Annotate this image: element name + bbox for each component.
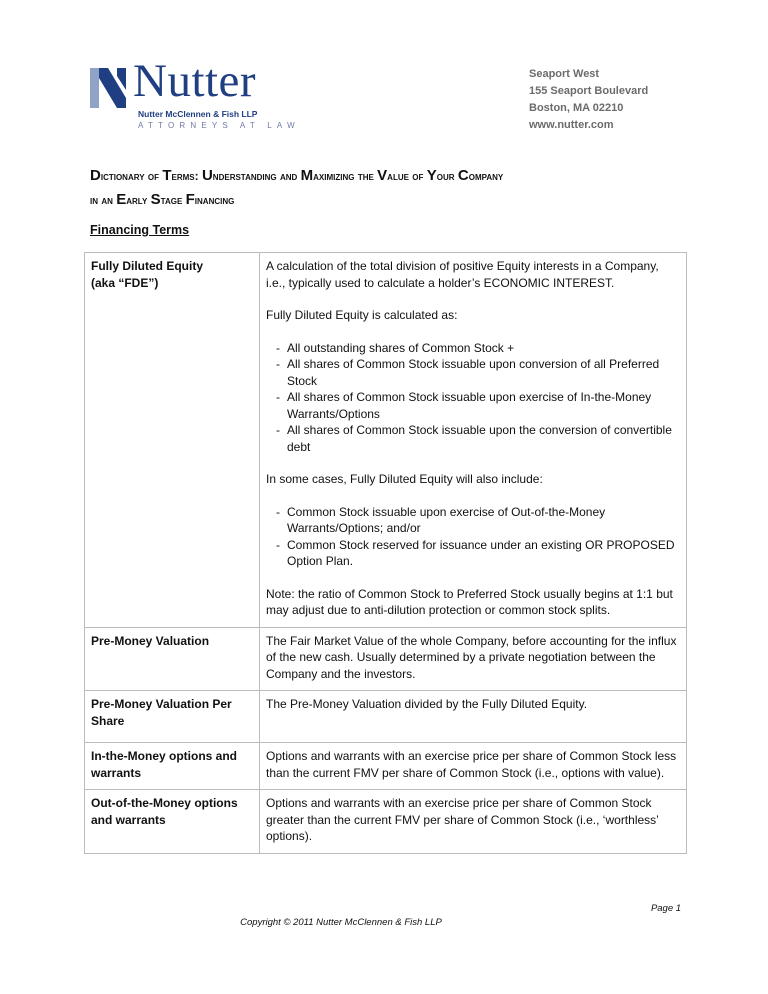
list-item: - Common Stock reserved for issuance under an existing OR PROPOSED Option Plan. [276,537,680,570]
page-number: Page 1 [650,903,682,914]
title-word: erms: [171,169,202,183]
term-cell [85,743,260,790]
term-cell [85,790,260,854]
title-initial: U [201,167,213,184]
title-initial: S [150,191,161,208]
definition-paragraph: Note: the ratio of Common Stock to Preferred Stock usually begins at 1:1 but may adjust due to anti-dilution protection or common stock splits. [266,586,673,617]
term-name: Out-of-the-Money options and warrants [91,796,238,827]
firm-address [529,66,648,134]
title-word: arly [126,193,151,207]
logo-tagline: ATTORNEYS AT LAW [138,121,300,130]
title-initial: D [90,167,101,184]
title-word: inancing [194,193,235,207]
definition-cell [260,691,687,743]
title-word: in an [90,193,117,207]
address-line-website: www.nutter.com [529,119,614,131]
table-row [85,743,687,790]
address-line: Boston, MA 02210 [529,102,624,114]
list-item: - Common Stock issuable upon exercise of Out-of-the-Money Warrants/Options; and/or [276,504,680,537]
term-cell [85,253,260,628]
title-word: alue of [387,169,427,183]
term-name: (aka “FDE”) [91,275,159,290]
title-word: ictionary of [100,169,163,183]
title-word: our [436,169,458,183]
definition-cell [260,253,687,628]
definition-paragraph: Options and warrants with an exercise price per share of Common Stock less than the current FMV per share of Common Stock (i.e., options with value). [266,749,677,780]
document-title [90,164,710,212]
table-row [85,253,687,628]
list-item: - All shares of Common Stock issuable upon the conversion of convertible debt [276,422,680,455]
logo-wordmark: Nutter [133,55,257,107]
definition-paragraph: A calculation of the total division of positive Equity interests in a Company, i.e., typically used to calculate a holder’s ECONOMIC INTEREST. [266,259,659,290]
title-initial: T [162,167,172,184]
copyright-notice: Copyright © 2011 Nutter McClennen & Fish LLP [240,917,442,928]
title-word: aximizing the [313,169,378,183]
definition-paragraph: Fully Diluted Equity is calculated as: [266,308,458,322]
list-item: - All outstanding shares of Common Stock + [276,340,680,357]
logo-mark-icon [90,68,126,108]
definition-paragraph: In some cases, Fully Diluted Equity will also include: [266,472,543,486]
title-initial: F [185,191,195,208]
title-initial: M [300,167,314,184]
title-initial: Y [426,167,437,184]
term-cell [85,627,260,691]
title-word: tage [160,193,186,207]
title-word: ompany [468,169,504,183]
address-line: Seaport West [529,68,600,80]
address-line: 155 Seaport Boulevard [529,85,649,97]
definition-paragraph: Options and warrants with an exercise price per share of Common Stock greater than the current FMV per share of Common Stock (i.e., ‘worthless’ options). [266,796,659,843]
definition-paragraph: The Pre-Money Valuation divided by the Fully Diluted Equity. [266,697,588,711]
title-initial: V [377,167,388,184]
list-item: - All shares of Common Stock issuable upon exercise of In-the-Money Warrants/Options [276,389,680,422]
definition-paragraph: The Fair Market Value of the whole Company, before accounting for the influx of the new cash. Usually determined by a private negotiation between the Company and the investors. [266,633,677,681]
firm-logo [90,55,300,136]
term-name: In-the-Money options and warrants [91,749,237,780]
term-name: Pre-Money Valuation Per Share [91,697,232,728]
definition-cell [260,790,687,854]
table-row [85,691,687,743]
logo-firm-name: Nutter McClennen & Fish LLP [138,109,258,119]
term-name: Fully Diluted Equity [91,259,204,273]
definition-list [266,340,680,456]
term-cell [85,691,260,743]
table-row [85,627,687,691]
section-heading: Financing Terms [90,223,190,237]
definition-cell [260,743,687,790]
title-initial: C [457,167,469,184]
title-line-1 [90,164,710,188]
definition-list [266,504,680,570]
title-line-2 [90,188,710,212]
terms-table [84,252,687,854]
title-word: nderstanding and [212,169,301,183]
title-initial: E [116,191,127,208]
definition-cell [260,627,687,691]
table-row [85,790,687,854]
list-item: - All shares of Common Stock issuable upon conversion of all Preferred Stock [276,356,680,389]
term-name: Pre-Money Valuation [91,633,210,648]
